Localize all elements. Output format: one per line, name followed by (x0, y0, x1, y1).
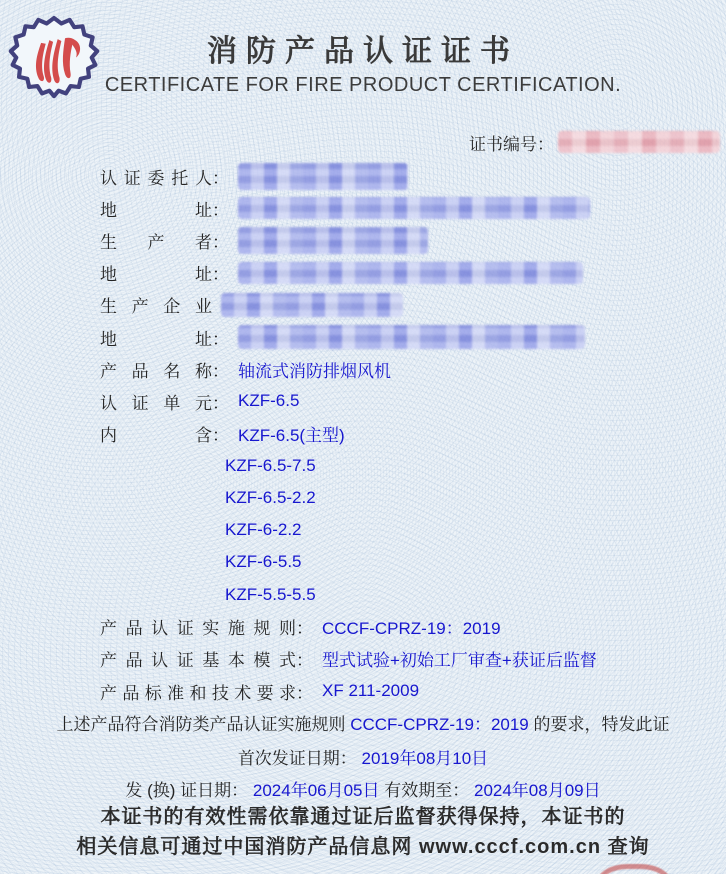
rule-colon: ： (296, 683, 313, 703)
field-label: 地址 (100, 329, 212, 349)
field-label: 认证委托人 (100, 168, 212, 188)
field-row-factory (100, 289, 726, 321)
certificate-number-redaction (558, 131, 720, 153)
field-label: 生产企业 (100, 297, 212, 317)
footer-info-prefix: 相关信息可通过中国消防产品信息网 (76, 836, 419, 858)
field-row-address-2 (100, 257, 726, 289)
field-label: 地址 (100, 265, 212, 285)
field-label: 认证单元 (100, 393, 212, 413)
field-list (100, 160, 726, 707)
field-row-cert-unit (100, 385, 726, 417)
field-label: 生产者 (100, 232, 212, 252)
redaction-block (238, 325, 585, 349)
field-row-product-name (100, 353, 726, 385)
rule-value: XF 211-2009 (322, 681, 420, 701)
field-label: 地址 (100, 200, 212, 220)
footer-info-url: www.cccf.com.cn (418, 836, 602, 858)
field-label: 产品名称 (100, 361, 212, 381)
redaction-block (221, 293, 403, 317)
model-list-item: KZF-6.5-7.5 (225, 455, 316, 475)
rule-label: 产品标准和技术要求 (100, 683, 296, 703)
rule-row-basic-mode (100, 643, 726, 675)
field-colon: ： (212, 329, 229, 349)
model-list-item: KZF-6-2.2 (225, 520, 302, 540)
model-list-item: KZF-5.5-5.5 (225, 584, 316, 604)
field-row-includes (100, 418, 726, 450)
reissue-date-label: 发 (换) 证日期： (125, 781, 249, 800)
red-seal-arc (596, 864, 672, 874)
model-list-item: KZF-6-5.5 (225, 552, 302, 572)
rule-row-implementation (100, 611, 726, 643)
statement-suffix: 的要求，特发此证 (528, 715, 670, 734)
rule-value: CCCF-CPRZ-19：2019 (322, 619, 501, 639)
first-issue-date-line (0, 744, 726, 769)
first-issue-date-label: 首次发证日期： (237, 749, 357, 768)
rule-label: 产品认证实施规则 (100, 619, 296, 639)
certificate-number-label: 证书编号： (469, 134, 554, 154)
field-colon: ： (212, 265, 229, 285)
rule-value: 型式试验+初始工厂审查+获证后监督 (322, 651, 597, 671)
field-row-producer (100, 224, 726, 256)
page-subtitle: CERTIFICATE FOR FIRE PRODUCT CERTIFICATION. (104, 74, 622, 96)
rule-row-standards (100, 675, 726, 707)
reissue-date-value: 2024年06月05日 (252, 781, 380, 800)
field-colon: ： (212, 200, 229, 220)
redaction-block (238, 163, 408, 190)
footer-info-suffix: 查询 (601, 836, 650, 858)
field-colon: ： (212, 361, 229, 381)
first-issue-date-value: 2019年08月10日 (361, 749, 489, 768)
compliance-statement (0, 710, 726, 735)
redaction-block (238, 227, 428, 254)
rule-colon: ： (296, 619, 313, 639)
product-name-value: 轴流式消防排烟风机 (238, 361, 391, 381)
certificate-number-row (0, 129, 720, 155)
redaction-block (238, 197, 590, 219)
footer-line-1: 本证书的有效性需依靠通过证后监督获得保持，本证书的 (100, 806, 626, 828)
field-colon: ： (212, 232, 229, 252)
field-row-address-3 (100, 321, 726, 353)
field-colon: ： (212, 426, 229, 446)
model-list-item: KZF-6.5-2.2 (225, 487, 316, 507)
field-colon: ： (212, 168, 229, 188)
field-row-address-1 (100, 192, 726, 224)
statement-prefix: 上述产品符合消防类产品认证实施规则 (56, 715, 351, 734)
valid-until-value: 2024年08月09日 (473, 781, 601, 800)
rule-label: 产品认证基本模式 (100, 651, 296, 671)
field-row-applicant (100, 160, 726, 192)
included-model-value: KZF-6.5(主型) (238, 426, 345, 446)
rule-colon: ： (296, 651, 313, 671)
footer-line-2 (0, 830, 726, 859)
redaction-block (238, 262, 583, 284)
page-title: 消防产品认证证书 (207, 35, 519, 68)
valid-until-label: 有效期至： (384, 781, 470, 800)
statement-rule-ref: CCCF-CPRZ-19：2019 (350, 715, 529, 734)
field-label: 内含 (100, 426, 212, 446)
reissue-date-line (0, 776, 726, 801)
field-colon: ： (212, 393, 229, 413)
cert-unit-value: KZF-6.5 (238, 391, 300, 411)
